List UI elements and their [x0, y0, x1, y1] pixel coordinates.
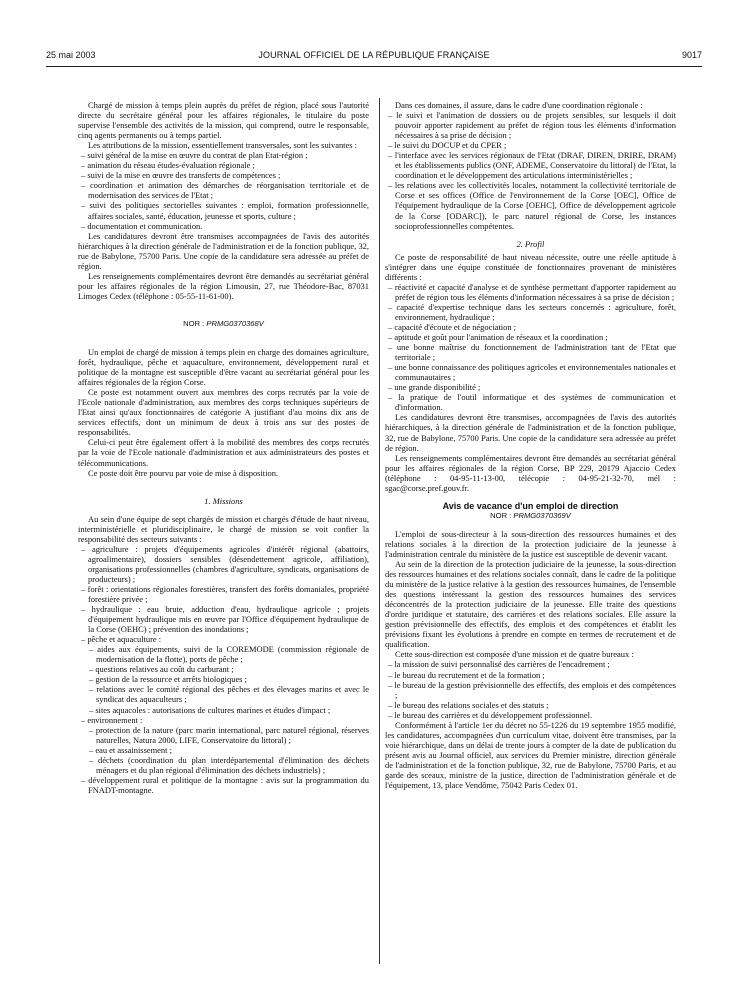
- paragraph: Les candidatures devront être transmises, accompagnées de l'avis des autorités hiérarchiques, à la direction générale de l'administration et de la fonction publique, 32, rue de Babylone, 75700 Paris. Une copie de la candidature sera adressée au préfet de région.: [385, 412, 676, 453]
- list-item: – environnement :: [81, 714, 143, 725]
- nor-reference: [78, 319, 369, 329]
- list-item: – la mission de suivi personnalisé des carrières de l'encadrement ;: [388, 659, 610, 670]
- paragraph: Au sein de la direction de la protection judiciaire de la jeunesse, la sous-direction des ressources humaines et des relations sociales connaît, dans le cadre de la politique du ministère de la justice relative à la gestion des ressources humaines, de l'ensemble des questions intéressant la gestion des ressources humaines des services déconcentrés de la protection judiciaire de la jeunesse. Elle traite des questions d'ordre juridique et statutaire, des carrières et des relations sociales. Elle assure la gestion prévisionnelle des effectifs, des emplois et des compétences et établit les prévisions fixant les évolutions à prendre en compte en termes de recrutement et de qualification.: [385, 559, 676, 650]
- list-item: – capacité d'expertise technique dans les secteurs concernés : agriculture, forêt, environnement, hydraulique ;: [388, 301, 676, 322]
- sub-list-item: – déchets (coordination du plan interdépartemental d'élimination des déchets ménagers et du plan régional d'élimination des déchets industriels) ;: [89, 754, 369, 775]
- list-item: – le bureau de la gestion prévisionnelle des effectifs, des emplois et des compétences ;: [388, 679, 676, 700]
- paragraph: Conformément à l'article 1er du décret no 55-1226 du 19 septembre 1955 modifié, les candidatures, accompagnées d'un curriculum vitae, doivent être transmises, par la voie hiérarchique, dans un délai de trente jours à compter de la date de publication du présent avis au Journal officiel, aux services du Premier ministre, direction générale de l'administration et de la fonction publique, 32, rue de Babylone, 75700 Paris, et au garde des sceaux, ministre de la justice, direction de l'administration générale et de l'équipement, 13, place Vendôme, 75042 Paris Cedex 01.: [385, 719, 676, 791]
- list-item: – le bureau des relations sociales et des statuts ;: [388, 699, 549, 710]
- page-header: [46, 50, 702, 64]
- paragraph: Cette sous-direction est composée d'une mission et de quatre bureaux :: [395, 649, 634, 660]
- paragraph: Chargé de mission à temps plein auprès du préfet de région, placé sous l'autorité directe du secrétaire général pour les affaires régionales, le titulaire du poste supervise l'ensemble des activités de la mission, qui comprend, outre le responsable, cinq agents permanents ou à temps partiel.: [78, 100, 369, 141]
- list-item: – réactivité et capacité d'analyse et de synthèse permettant d'apporter rapidement au préfet de région tous les éléments d'information nécessaires à sa prise de décision ;: [388, 281, 676, 302]
- list-item: – le bureau des carrières et du développement professionnel.: [388, 709, 593, 720]
- paragraph: Celui-ci peut être également offert à la mobilité des membres des corps recrutés par la voie de l'Ecole nationale d'administration et aux administrateurs des postes et télécommunications.: [78, 437, 369, 468]
- list-item: – le suivi du DOCUP et du CPER ;: [388, 140, 507, 151]
- sub-list-item: – eau et assainissement ;: [89, 744, 172, 755]
- list-item: – animation du réseau études-évaluation régionale ;: [81, 160, 255, 171]
- list-item: – suivi général de la mise en œuvre du contrat de plan Etat-région ;: [81, 150, 308, 161]
- list-item: – aptitude et goût pour l'animation de réseaux et la coordination ;: [388, 332, 608, 343]
- paragraph: Un emploi de chargé de mission à temps plein en charge des domaines agriculture, forêt, hydraulique, pêche et aquaculture, environnement, développement rural et politique de la montagne est susceptible d'être vacant au secrétariat général pour les affaires régionales de la région Corse.: [78, 346, 369, 388]
- list-item: – suivi des politiques sectorielles suivantes : emploi, formation professionnelle, affaires sociales, santé, éducation, jeunesse et sports, culture ;: [81, 200, 369, 221]
- list-item: – une grande disponibilité ;: [388, 382, 481, 393]
- list-item: – suivi de la mise en œuvre des transferts de compétences ;: [81, 170, 281, 181]
- list-item: – l'interface avec les services régionaux de l'Etat (DRAF, DIREN, DRIRE, DRAM) et les établissements publics (ONF, ADEME, Conservatoire du littoral) de l'Etat, la coordination et le développement des articulations interministérielles ;: [388, 150, 676, 181]
- sub-list-item: – gestion de la ressource et arrêts biologiques ;: [89, 674, 247, 685]
- sub-list-item: – questions relatives au coût du carburant ;: [89, 664, 234, 675]
- paragraph: Ce poste de responsabilité de haut niveau nécessite, outre une réelle aptitude à s'intégrer dans une équipe constituée de fonctionnaires provenant de ministères différents :: [385, 251, 676, 282]
- nor-code: PRMG0370368V: [206, 318, 264, 328]
- list-item: – documentation et communication.: [81, 220, 203, 231]
- list-item: – le bureau du recrutement et de la formation ;: [388, 669, 545, 680]
- header-rule: [46, 66, 702, 67]
- paragraph: L'emploi de sous-directeur à la sous-direction des ressources humaines et des relations sociales à la direction de la protection judiciaire de la jeunesse à l'administration centrale du ministère de la justice est susceptible de devenir vacant.: [385, 528, 676, 559]
- paragraph: Ce poste est notamment ouvert aux membres des corps recrutés par la voie de l'Ecole nationale d'administration, aux membres des corps techniques supérieurs de l'Etat ainsi qu'aux fonctionnaires de catégorie A justifiant d'au moins dix ans de services effectifs, dont un minimum de deux à trois ans sur des postes de responsabilités.: [78, 387, 369, 438]
- header-date: 25 mai 2003: [46, 50, 96, 60]
- header-journal-title: JOURNAL OFFICIEL DE LA RÉPUBLIQUE FRANÇAISE: [258, 50, 490, 60]
- nor-code: PRMG0370369V: [513, 510, 571, 520]
- left-column: [78, 100, 369, 985]
- list-item: – une bonne connaissance des politiques agricoles et environnementales nationales et communautaires ;: [388, 362, 676, 383]
- list-item: – une bonne maîtrise du fonctionnement de l'administration tant de l'Etat que territoriale ;: [388, 342, 676, 363]
- header-page-number: 9017: [681, 50, 702, 60]
- section-heading-profil: 2. Profil: [516, 238, 545, 249]
- list-item: – forêt : orientations régionales forestières, transfert des forêts domaniales, propriété forestière privée ;: [81, 583, 369, 605]
- paragraph: Les renseignements complémentaires devront être demandés au secrétariat général pour les affaires régionales de la région Limousin, 27, rue Théodore-Bac, 87031 Limoges Cedex (téléphone : 05-55-11-61-00).: [78, 270, 369, 301]
- sub-list-item: – relations avec le comité régional des pêches et des élevages marins et avec le syndicat des aquaculteurs ;: [89, 684, 369, 705]
- section-heading-missions: 1. Missions: [204, 495, 243, 506]
- list-item: – les relations avec les collectivités locales, notamment la collectivité territoriale de Corse et ses offices (Office de l'environnement de la Corse [OEC], Office de l'équipement hydraulique de la Corse [OEHC], Office de développement agricole de la Corse [ODARC]), le parc naturel régional de Corse, les instances socioprofessionnelles compétentes.: [388, 180, 676, 231]
- right-column: [385, 100, 676, 985]
- list-item: – hydraulique : eau brute, adduction d'eau, hydraulique agricole ; projets d'équipement hydraulique mis en œuvre par l'Office d'équipement hydraulique de la Corse (OEHC) ; prévention des inondations ;: [81, 604, 369, 635]
- list-item: – la pratique de l'outil informatique et des systèmes de communication et d'information.: [388, 392, 676, 413]
- paragraph: Ce poste doit être pourvu par voie de mise à disposition.: [88, 467, 279, 478]
- sub-list-item: – protection de la nature (parc marin international, parc naturel régional, réserves naturelles, Natura 2000, LIFE, Conservatoire du littoral) ;: [89, 724, 369, 745]
- nor-reference: [385, 511, 676, 521]
- list-item: – agriculture : projets d'équipements agricoles d'intérêt régional (abattoirs, agroalimentaire), dossiers sensibles (désendettement agricole, affiliation), organisations professionnelles (chambres d'agriculture, syndicats, organisations de producteurs) ;: [81, 543, 369, 584]
- sub-list-item: – sites aquacoles : autorisations de cultures marines et études d'impact ;: [89, 704, 331, 715]
- notice-title: Avis de vacance d'un emploi de direction: [442, 500, 619, 511]
- list-item: – développement rural et politique de la montagne : avis sur la programmation du FNADT-montagne.: [81, 774, 369, 795]
- sub-list-item: – aides aux équipements, suivi de la COREMODE (commission régionale de modernisation de la flotte), ports de pêche ;: [89, 644, 369, 665]
- nor-prefix: NOR :: [490, 510, 514, 520]
- column-divider: [379, 98, 380, 964]
- paragraph: Au sein d'une équipe de sept chargés de mission et chargés d'étude de haut niveau, interministérielle et pluridisciplinaire, le chargé de mission se voit confier la responsabilité des secteurs suivants :: [78, 513, 369, 544]
- paragraph: Les attributions de la mission, essentiellement transversales, sont les suivantes :: [88, 140, 358, 151]
- list-item: – le suivi et l'animation de dossiers ou de projets sensibles, sur lesquels il doit pouvoir apporter rapidement au préfet de région tous les éléments d'information nécessaires à sa prise de décision ;: [388, 110, 676, 141]
- list-item: – capacité d'écoute et de négociation ;: [388, 321, 517, 332]
- list-item: – coordination et animation des démarches de réorganisation territoriale et de modernisation des services de l'Etat ;: [81, 180, 369, 201]
- list-item: – pêche et aquaculture :: [81, 634, 162, 645]
- attributions-list: [78, 150, 369, 230]
- nor-prefix: NOR :: [183, 318, 207, 328]
- paragraph: Les candidatures devront être transmises accompagnées de l'avis des autorités hiérarchiques à la direction générale de l'administration et de la fonction publique, 32, rue de Babylone, 75700 Paris. Une copie de la candidature sera adressée au préfet de région.: [78, 230, 369, 271]
- paragraph: Les renseignements complémentaires devront être demandés au secrétariat général pour les affaires régionales de la région Corse, BP 229, 20179 Ajaccio Cedex (téléphone : 04-95-11-13-00, télécopie : 04-95-21-32-70, mél : sgac@corse.pref.gouv.fr.: [385, 452, 676, 493]
- paragraph: Dans ces domaines, il assure, dans le cadre d'une coordination régionale :: [395, 100, 643, 110]
